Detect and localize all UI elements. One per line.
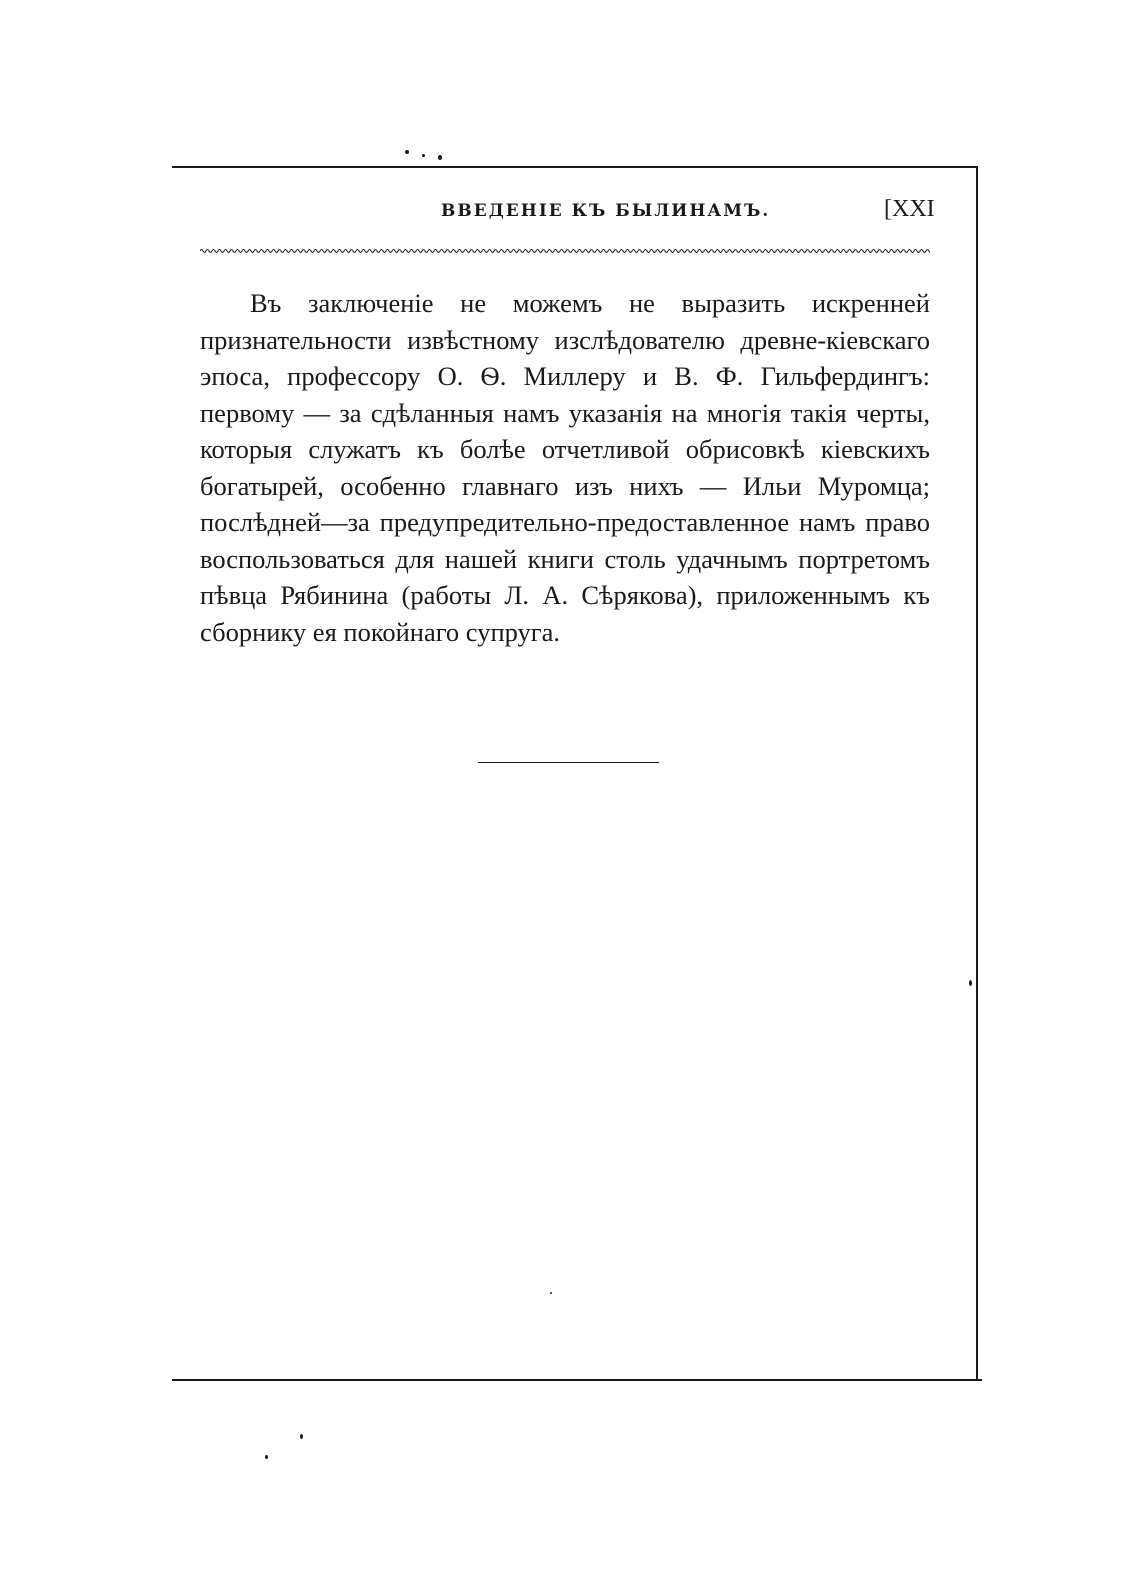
- scan-speck: [300, 1434, 303, 1439]
- scan-speck: [422, 154, 425, 157]
- scan-speck: [438, 155, 442, 160]
- running-head-title: ВВЕДЕНІЕ КЪ БЫЛИНАМЪ.: [441, 201, 771, 221]
- end-rule: [478, 762, 659, 763]
- scan-speck: [265, 1455, 268, 1459]
- paragraph: Въ заключеніе не можемъ не выразить искренней признательности извѣстному изслѣдователю древне-кіевскаго эпоса, профессору О. Ѳ. Миллеру и В. Ф. Гильфердингъ: первому — за сдѣланныя намъ указанія на многія такія черты, которыя служатъ къ болѣе отчетливой обрисовкѣ кіевскихъ богатырей, особенно главнаго изъ нихъ — Ильи Муромца; послѣдней—за предупредительно-предоставленное намъ право воспользоваться для нашей книги столь удачнымъ портретомъ пѣвца Рябинина (работы Л. А. Сѣрякова), приложеннымъ къ сборнику ея покойнаго супруга.: [200, 288, 930, 647]
- wavy-rule: [200, 246, 930, 256]
- page-number: [XXI: [884, 196, 935, 222]
- bottom-rule: [978, 1379, 982, 1381]
- body-text: [200, 285, 930, 650]
- scan-speck: [405, 150, 409, 154]
